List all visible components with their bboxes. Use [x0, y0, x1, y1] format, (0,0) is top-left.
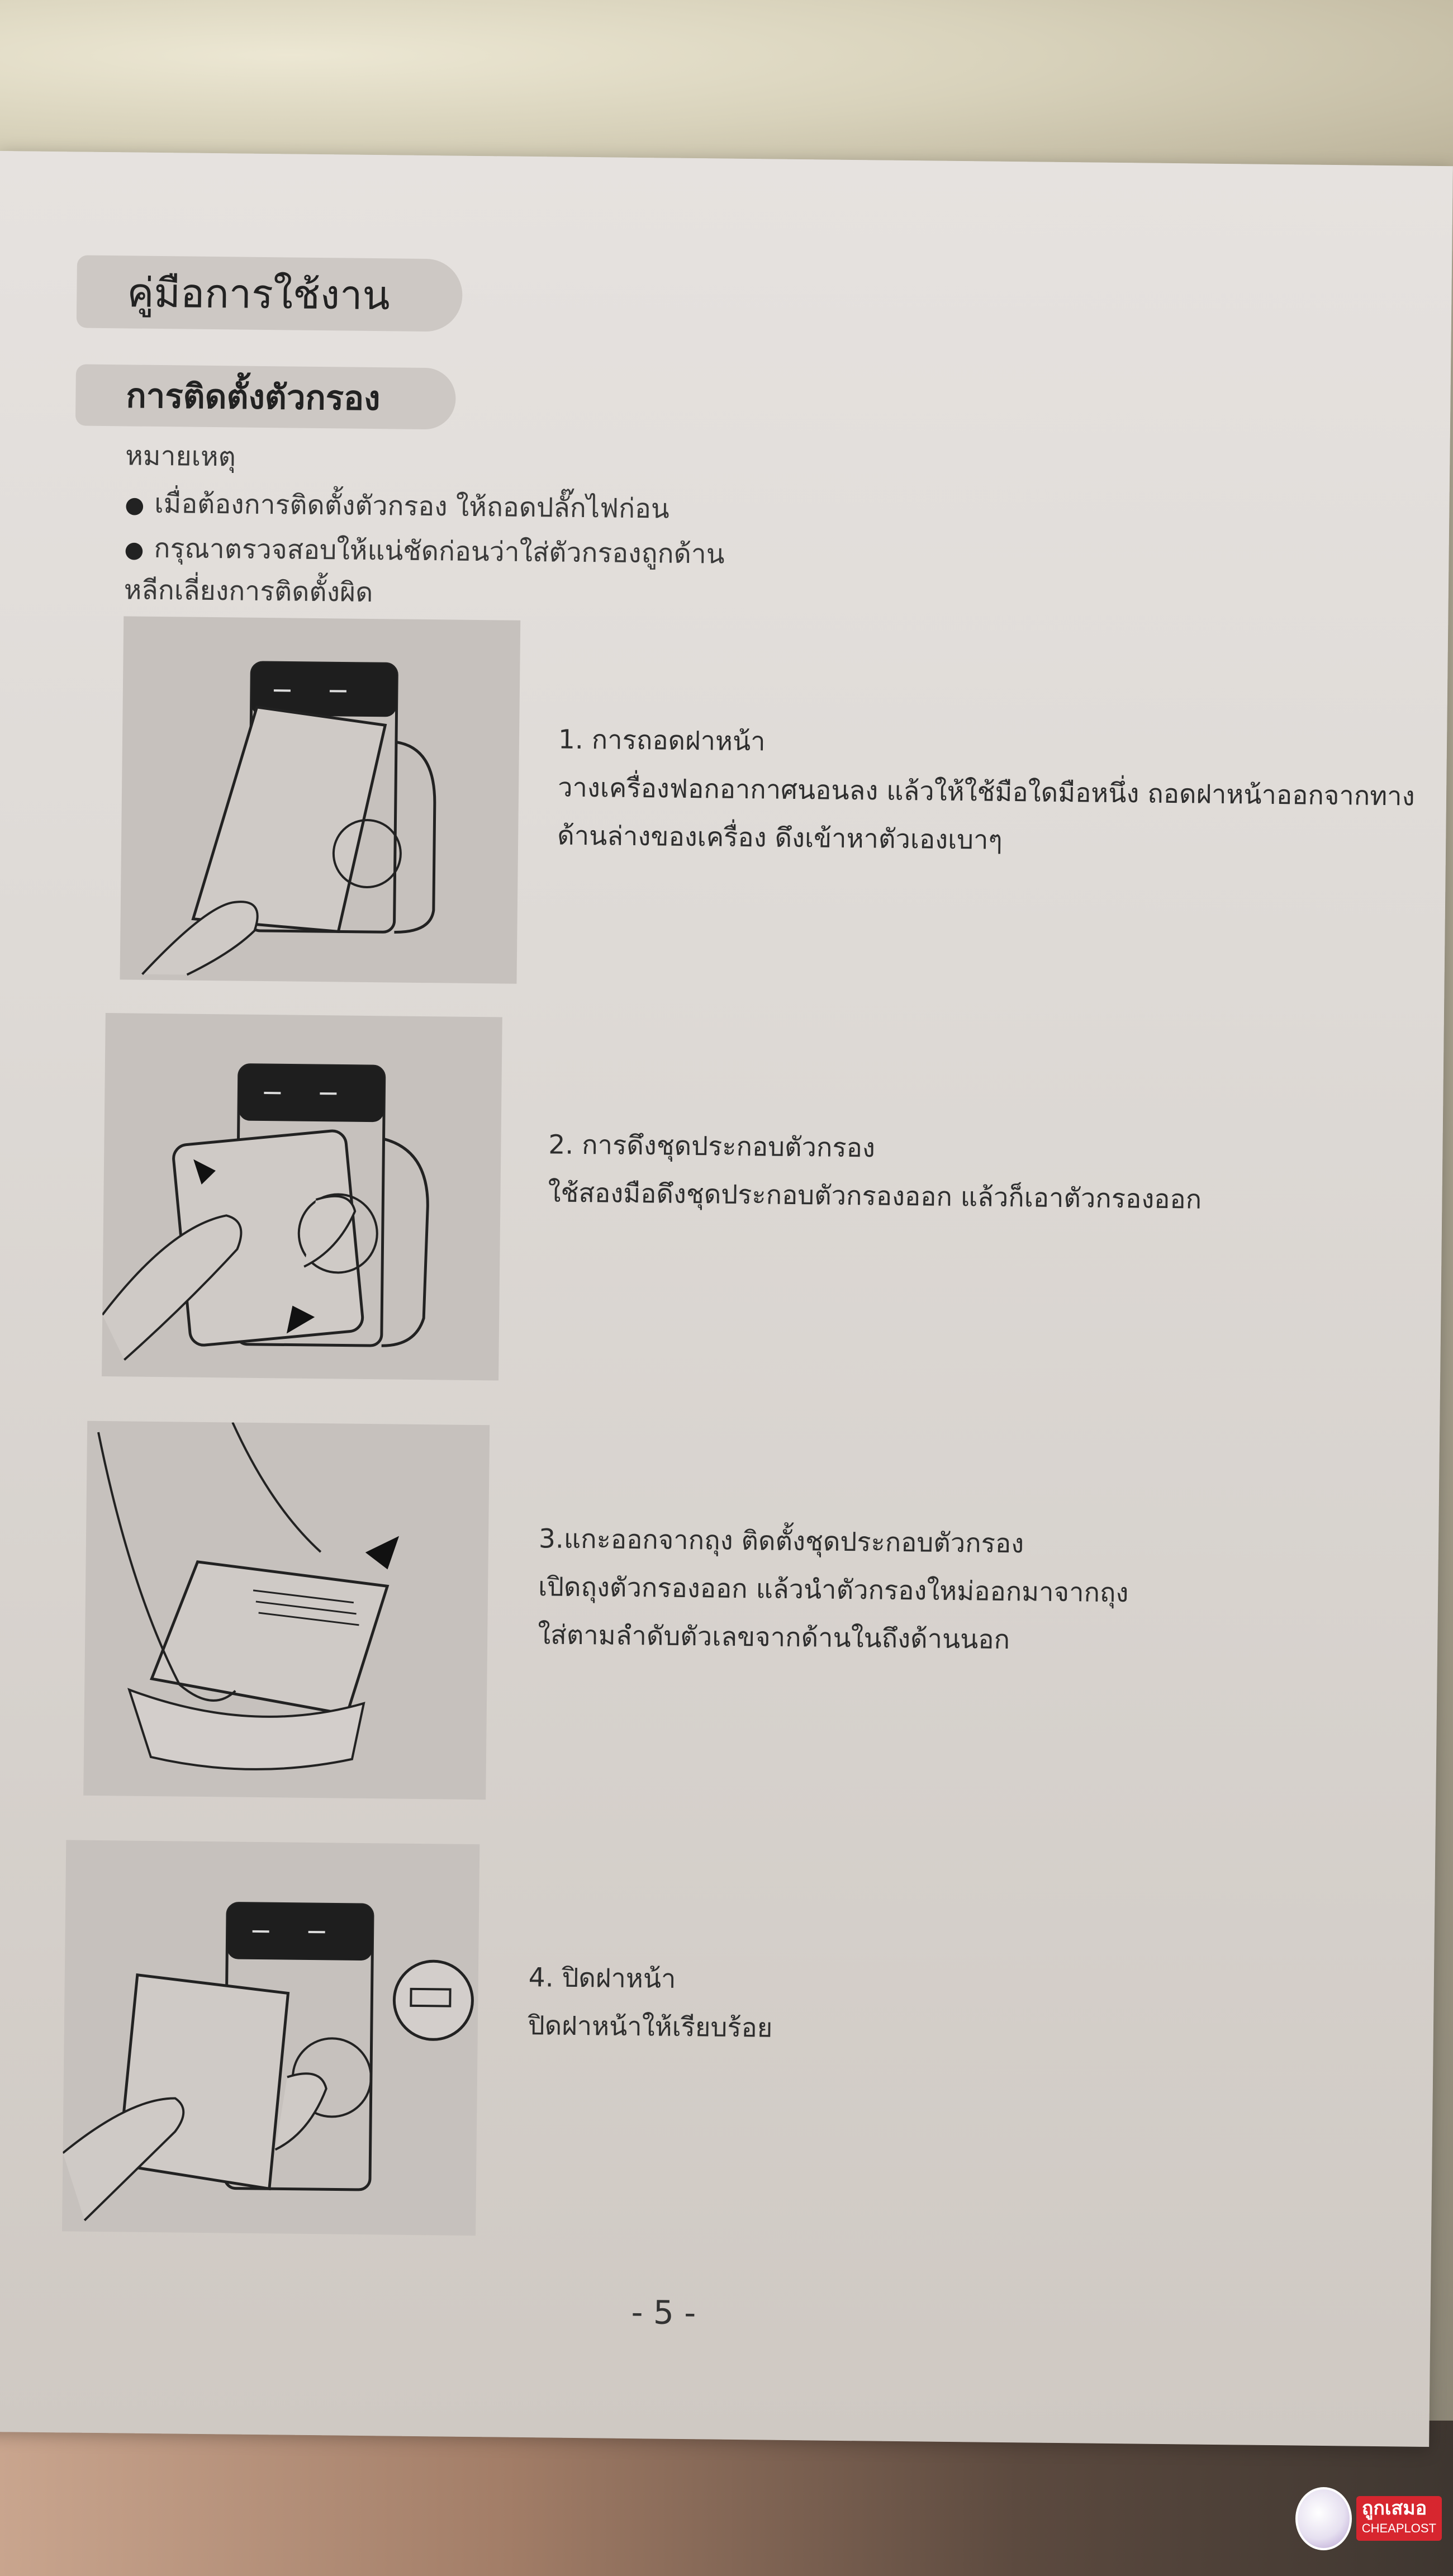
bullet-icon: [125, 487, 154, 519]
purifier-filter-icon: [102, 1013, 502, 1380]
page-title-text: คู่มือการใช้งาน: [126, 268, 391, 319]
purifier-closed-icon: [62, 1840, 479, 2236]
step-heading: 4. ปิดฝาหน้า: [528, 1962, 676, 1995]
pull-filter-assembly-illustration: [102, 1013, 502, 1380]
step-text: เปิดถุงตัวกรองออก แล้วนำตัวกรองใหม่ออกมาจากถุง: [538, 1571, 1129, 1609]
logo-mascot-icon: [1295, 2487, 1352, 2550]
note-continuation: หลีกเลี่ยงการติดตั้งผิด: [124, 574, 373, 609]
note-item: ● เมื่อต้องการติดตั้งตัวกรอง ให้ถอดปลั๊กไฟก่อน: [125, 482, 669, 530]
step-text: ใช้สองมือดึงชุดประกอบตัวกรองออก แล้วก็เอาตัวกรองออก: [548, 1177, 1202, 1215]
zoom-detail-icon: [394, 1961, 473, 2040]
step-heading: 3.แกะออกจากถุง ติดตั้งชุดประกอบตัวกรอง: [538, 1523, 1024, 1560]
note-heading: หมายเหตุ: [125, 440, 236, 473]
step-heading: 2. การดึงชุดประกอบตัวกรอง: [548, 1129, 876, 1164]
filter-bag-icon: [83, 1421, 490, 1800]
note-item: ● กรุณาตรวจสอบให้แน่ชัดก่อนว่าใส่ตัวกรองถูกด้าน: [124, 527, 725, 575]
section-title-text: การติดตั้งตัวกรอง: [126, 376, 381, 418]
watermark-logo: [1295, 2488, 1442, 2549]
remove-front-cover-illustration: [120, 616, 520, 983]
page-number: - 5 -: [631, 2293, 696, 2332]
close-front-cover-illustration: [62, 1840, 479, 2236]
step-text: วางเครื่องฟอกอากาศนอนลง แล้วให้ใช้มือใดมือหนึ่ง ถอดฝาหน้าออกจากทาง: [557, 772, 1415, 812]
step-2: [548, 1121, 1202, 1224]
step-1: [557, 716, 1416, 869]
step-text: ใส่ตามลำดับตัวเลขจากด้านในถึงด้านนอก: [537, 1620, 1010, 1656]
step-text: ปิดฝาหน้าให้เรียบร้อย: [528, 2010, 773, 2044]
bullet-icon: [124, 532, 154, 564]
page-title: [77, 255, 463, 332]
manual-page: [0, 151, 1453, 2447]
arrow-icon: [365, 1536, 399, 1570]
step-heading: 1. การถอดฝาหน้า: [558, 724, 766, 757]
section-title: [75, 364, 456, 429]
step-text: ด้านล่างของเครื่อง ดึงเข้าหาตัวเองเบาๆ: [557, 820, 1003, 856]
step-4: [528, 1954, 773, 2053]
purifier-cover-icon: [120, 616, 520, 983]
unpack-filter-illustration: [83, 1421, 490, 1800]
step-3: [538, 1515, 1129, 1665]
logo-text: ถูกเสมอ CHEAPLOST: [1356, 2496, 1442, 2541]
